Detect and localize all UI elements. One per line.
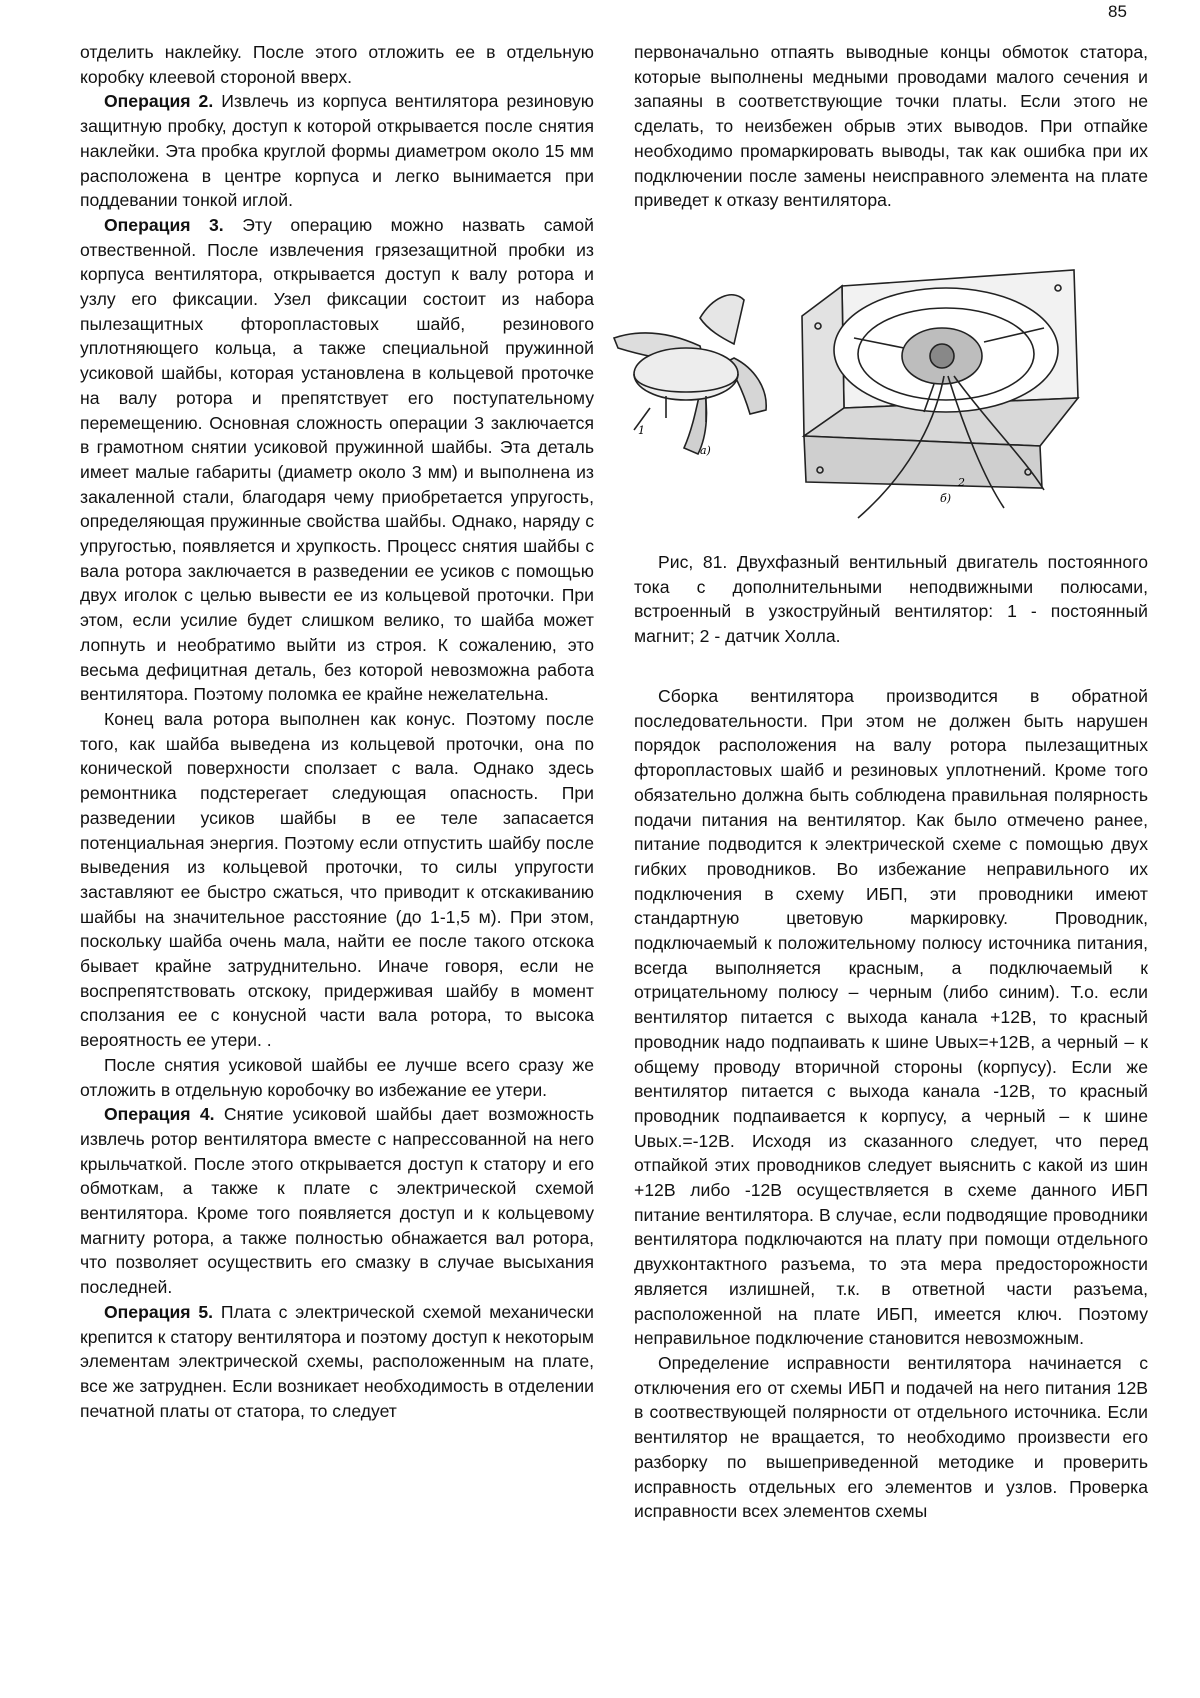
paragraph-operation-3 <box>80 213 594 707</box>
operation-title: Операция 4. <box>104 1104 215 1125</box>
paragraph-text: Эту операцию можно назвать самой отвественной. После извлечения грязезащитной пробки из корпуса вентилятора, открывается доступ к валу ротора и узлу его фиксации. Узел фиксации состоит из набора пылезащитных фторопластовых шайб, резинового уплотняющего кольца, а также специальной пружинной усиковой шайбы, которая установлена в кольцевой проточке на валу ротора и препятствует его поступательному перемещению. Основная сложность операции 3 заключается в грамотном снятии усиковой пружинной шайбы. Эта деталь имеет малые габариты (диаметр около 3 мм) и выполнена из закаленной стали, благодаря чему приобретается упругость, определяющая пружинные свойства шайбы. Однако, наряду с упругостью, появляется и хрупкость. Процесс снятия шайбы с вала ротора заключается в разведении ее усиков с помощью двух иголок с целью вывести ее из кольцевой проточки. При этом, если усилие будет слишком велико, то шайба может лопнуть и необратимо выйти из строя. К сожалению, это весьма дефицитная деталь, без которой невозможна работа вентилятора. Поэтому поломка ее крайне нежелательна. <box>80 214 595 705</box>
impeller-drawing <box>614 295 766 454</box>
fan-housing-drawing <box>802 270 1078 518</box>
caption-text: Рис, 81. Двухфазный вентильный двигатель постоянного тока с дополнительными неподвижными полюсами, встроенный в узкоструйный вентилятор: 1 - постоянный магнит; 2 - датчик Холла. <box>634 552 1148 647</box>
right-column-bottom <box>634 684 1148 1524</box>
figure-caption <box>634 550 1148 649</box>
paragraph-shaft-cone <box>80 707 594 1053</box>
paragraph-operation-4 <box>80 1102 594 1300</box>
paragraph-text: Извлечь из корпуса вентилятора резиновую защитную пробку, доступ к которой открывается после снятия наклейки. Эта пробка круглой формы диаметром около 15 мм расположена в центре корпуса и легко вынимается при поддевании тонкой иглой. <box>80 91 594 211</box>
label-2: 2 <box>958 476 965 489</box>
paragraph-operation-2 <box>80 89 594 213</box>
paragraph-continuation <box>80 40 594 89</box>
page-number: 85 <box>1108 2 1127 21</box>
paragraph-text: Определение исправности вентилятора начинается с отключения его от схемы ИБП и подачей на него питания 12В в соотвествующей полярности от отдельного источника. Если вентилятор не вращается, то необходимо произвести его разборку по вышеприведенной методике и проверить исправность отдельных его элементов и узлов. Проверка исправности всех элементов схемы <box>634 1352 1148 1522</box>
operation-title: Операция 2. <box>104 91 214 112</box>
paragraph-text: первоначально отпаять выводные концы обмоток статора, которые выполнены медными проводами малого сечения и запаяны в соответствующие точки платы. Если этого не сделать, то неизбежен обрыв этих выводов. При отпайке необходимо промаркировать выводы, так как ошибка при их подключении после замены неисправного элемента на плате приведет к отказу вентилятора. <box>634 42 1148 211</box>
fan-illustration <box>604 258 1160 538</box>
paragraph-text: Снятие усиковой шайбы дает возможность извлечь ротор вентилятора вместе с напрессованной на него крыльчаткой. После этого открывается доступ к статору и его обмоткам, а также к плате с электрической схемой вентилятора. Кроме того появляется доступ и к кольцевому магниту ротора, а также полностью обнажается вал ротора, что позволяет осуществить его смазку в случае высыхания последней. <box>80 1104 594 1298</box>
right-column-top <box>634 40 1148 213</box>
paragraph-assembly <box>634 684 1148 1351</box>
paragraph-text: Сборка вентилятора производится в обратной последовательности. При этом не должен быть нарушен порядок расположения на валу ротора пылезащитных фторопластовых шайб и резиновых уплотнений. Кроме того обязательно должна быть соблюдена правильная полярность подачи питания на вентилятор. Как было отмечено ранее, питание подводится к электрической схеме с помощью двух гибких проводников. Во избежание неправильного их подключения в схему ИБП, эти проводники имеют стандартную цветовую маркировку. Проводник, подключаемый к положительному полюсу источника питания, всегда выполняется красным, а подключаемый к отрицательному полюсу – черным (либо синим). Т.о. если вентилятор питается с выхода канала +12В, то красный проводник надо подпаивать к шине Uвых=+12В, а черный – к общему проводу вторичной стороны (корпусу). Если же вентилятор питается с выхода канала -12В, то красный проводник подпаивается к корпусу, а черный – к шине Uвых.=-12В. Исходя из сказанного следует, что перед отпайкой этих проводников следует выяснить с какой из шин +12В либо -12В осуществляется в схеме данного ИБП питание вентилятора. В случае, если подводящие проводники вентилятора подключаются на плату при помощи отдельного двухконтактного разъема, то эта мера предосторожности является излишней, т.к. в ответной части разъема, расположенной на плате ИБП, имеется ключ. Поэтому неправильное подключение становится невозможным. <box>634 686 1148 1349</box>
paragraph-text: отделить наклейку. После этого отложить ее в отдельную коробку клеевой стороной вверх. <box>80 42 594 87</box>
paragraph-continuation <box>634 40 1148 213</box>
fan-figure <box>604 258 1160 538</box>
left-column <box>80 40 594 1423</box>
operation-title: Операция 3. <box>104 214 224 235</box>
label-a: а) <box>700 444 711 457</box>
paragraph-washer-storage <box>80 1053 594 1102</box>
label-b: б) <box>940 492 952 505</box>
label-1: 1 <box>638 424 645 437</box>
paragraph-text: Конец вала ротора выполнен как конус. Поэтому после того, как шайба выведена из кольцевой проточки, она по конической поверхности сползает с вала. Однако здесь ремонтника подстерегает следующая опасность. При разведении усиков шайбы в ее теле запасается потенциальная энергия. Поэтому если отпустить шайбу после выведения из кольцевой проточки, то силы упругости заставляют ее быстро сжаться, что приводит к отскакиванию шайбы на значительное расстояние (до 1-1,5 м). При этом, поскольку шайба очень мала, найти ее после такого отскока бывает крайне затруднительно. Иначе говоря, если не воспрепятствовать отскоку, придерживая шайбу в момент сползания ее с конусной части вала ротора, то высока вероятность ее утери. . <box>80 708 594 1051</box>
operation-title: Операция 5. <box>104 1301 214 1322</box>
paragraph-text: После снятия усиковой шайбы ее лучше всего сразу же отложить в отдельную коробочку во избежание ее утери. <box>80 1054 594 1100</box>
paragraph-operation-5 <box>80 1300 594 1424</box>
paragraph-text: Плата с электрической схемой механически крепится к статору вентилятора и поэтому доступ к некоторым элементам электрической схемы, расположенным на плате, все же затруднен. Если возникает необходимость в отделении печатной платы от статора, то следует <box>80 1301 594 1421</box>
paragraph-diagnosis <box>634 1351 1148 1524</box>
